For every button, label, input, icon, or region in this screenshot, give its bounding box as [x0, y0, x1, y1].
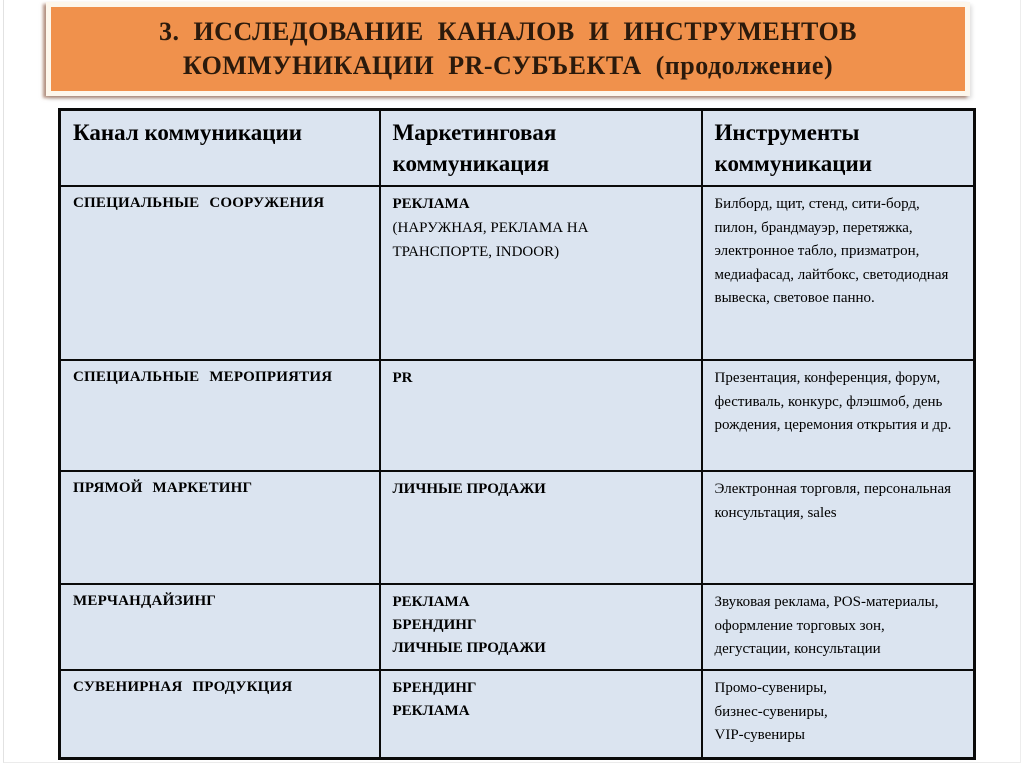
table-row — [60, 360, 975, 471]
header-marketing: Маркетинговая коммуникация — [380, 110, 702, 187]
slide-title-line-2: КОММУНИКАЦИИ PR-СУБЪЕКТА (продолжение) — [182, 51, 834, 80]
cell-marketing — [380, 360, 702, 471]
table-row — [60, 471, 975, 584]
cell-tools — [702, 670, 975, 758]
marketing-type: БРЕНДИНГ — [392, 617, 477, 633]
slide-title-banner — [46, 2, 970, 96]
header-channel: Канал коммуникации — [60, 110, 380, 187]
cell-marketing — [380, 471, 702, 584]
marketing-type: РЕКЛАМА — [392, 703, 470, 719]
cell-channel: СПЕЦИАЛЬНЫЕ СООРУЖЕНИЯ — [60, 186, 380, 360]
communication-table — [58, 108, 976, 760]
marketing-note: (НАРУЖНАЯ, РЕКЛАМА НА ТРАНСПОРТЕ, INDOOR) — [392, 220, 589, 260]
tools-text: бизнес-сувениры, — [714, 703, 828, 720]
cell-marketing — [380, 584, 702, 670]
tools-text: Промо-сувениры, — [714, 680, 828, 696]
table-row — [60, 186, 975, 360]
table-row — [60, 670, 975, 758]
header-tools: Инструменты коммуникации — [702, 110, 975, 187]
cell-tools — [702, 471, 975, 584]
slide-title-line-1: 3. ИССЛЕДОВАНИЕ КАНАЛОВ И ИНСТРУМЕНТОВ — [158, 17, 858, 46]
cell-channel: СУВЕНИРНАЯ ПРОДУКЦИЯ — [60, 670, 380, 758]
cell-marketing — [380, 186, 702, 360]
cell-channel: СПЕЦИАЛЬНЫЕ МЕРОПРИЯТИЯ — [60, 360, 380, 471]
cell-tools — [702, 360, 975, 471]
marketing-type: РЕКЛАМА — [392, 594, 470, 610]
cell-tools — [702, 186, 975, 360]
tools-text: Презентация, конференция, форум, фестиваль, конкурс, флэшмоб, день рождения, церемония открытия и др. — [714, 370, 952, 433]
marketing-type: РЕКЛАМА — [392, 196, 470, 212]
marketing-type: PR — [392, 370, 413, 386]
cell-channel: ПРЯМОЙ МАРКЕТИНГ — [60, 471, 380, 584]
marketing-type: ЛИЧНЫЕ ПРОДАЖИ — [392, 481, 546, 497]
communication-table-container — [58, 108, 976, 760]
tools-text: VIP-сувениры — [714, 727, 805, 743]
table-row — [60, 584, 975, 670]
tools-text: Звуковая реклама, POS-материалы, оформление торговых зон, дегустации, консультации — [714, 594, 939, 657]
cell-channel: МЕРЧАНДАЙЗИНГ — [60, 584, 380, 670]
cell-marketing — [380, 670, 702, 758]
tools-text: Электронная торговля, персональная консультация, sales — [714, 481, 952, 521]
tools-text: Билборд, щит, стенд, сити-борд, пилон, брандмауэр, перетяжка, электронное табло, призматрон, медиафасад, лайтбокс, светодиодная вывеска, световое панно. — [714, 196, 949, 306]
cell-tools — [702, 584, 975, 670]
table-header-row — [60, 110, 975, 187]
marketing-type: БРЕНДИНГ — [392, 680, 477, 696]
marketing-type: ЛИЧНЫЕ ПРОДАЖИ — [392, 640, 546, 656]
